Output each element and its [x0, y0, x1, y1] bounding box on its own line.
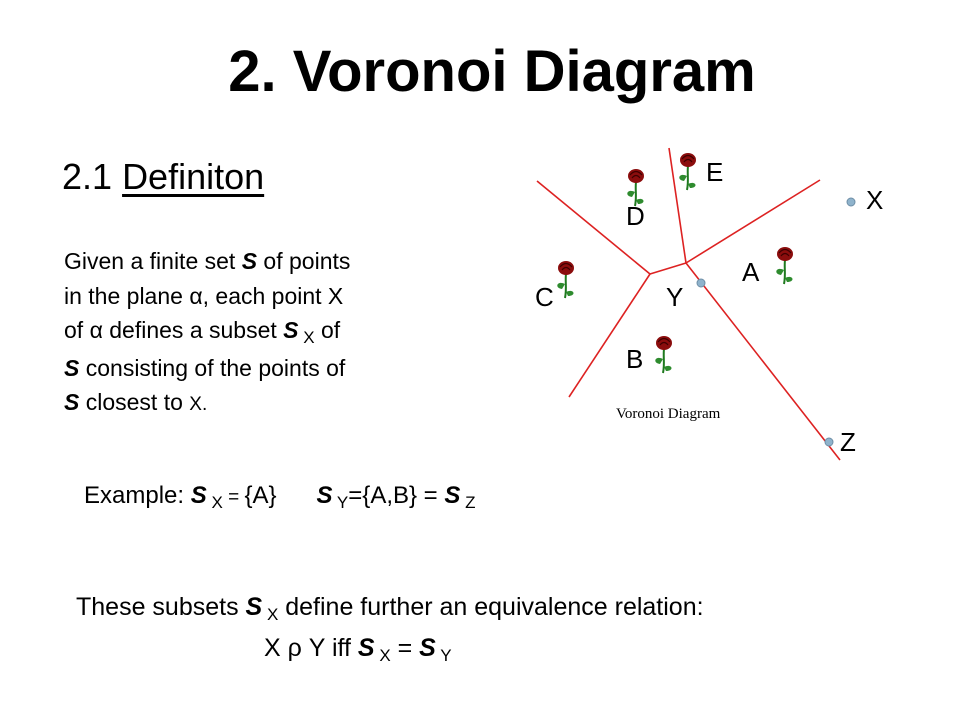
alpha-symbol: α: [189, 282, 203, 309]
point-label-y: Y: [666, 282, 684, 312]
site-label-a: A: [742, 257, 760, 287]
alpha-symbol: α: [89, 317, 103, 343]
site-label-b: B: [626, 344, 644, 374]
point-y-marker: [697, 279, 705, 287]
diagram-caption: Voronoi Diagram: [616, 406, 721, 422]
relation-line-1: These subsets S $_X$ define further an equivalence relation:: [76, 593, 704, 624]
voronoi-edge: [650, 263, 686, 274]
site-label-c: C: [535, 282, 554, 312]
rose-icon: [655, 336, 672, 373]
voronoi-edge: [569, 274, 650, 397]
rose-icon: [776, 247, 793, 284]
point-x-marker: [847, 198, 855, 206]
site-label-e: E: [706, 157, 724, 187]
point-z-marker: [825, 438, 833, 446]
point-label-z: Z: [840, 427, 856, 457]
site-label-d: D: [626, 201, 645, 231]
example-line: Example: S $_X$ = {A} S $_Y$={A,B} = S $_Z$: [84, 482, 476, 512]
definition-line-1: Given a finite set S of points: [64, 248, 351, 274]
definition-line-4: S consisting of the points of: [64, 354, 346, 381]
definition-line-3: of α defines a subset S $_X$ of: [64, 317, 341, 347]
rose-icon: [557, 261, 574, 298]
rose-icon: [679, 153, 696, 190]
voronoi-edge: [686, 263, 840, 460]
section-title: Definiton: [122, 156, 265, 197]
definition-line-5: S closest to X.: [64, 389, 208, 415]
slide-title: 2. Voronoi Diagram: [228, 39, 756, 104]
relation-line-2: X ρ Y iff S $_X$ = S $_Y$: [264, 634, 452, 665]
point-label-x: X: [866, 185, 884, 215]
rho-symbol: ρ: [287, 634, 302, 662]
voronoi-edge: [686, 180, 820, 263]
section-number: 2.1: [62, 156, 113, 197]
definition-line-2: in the plane α, each point X: [64, 282, 344, 309]
query-points: [697, 198, 855, 446]
